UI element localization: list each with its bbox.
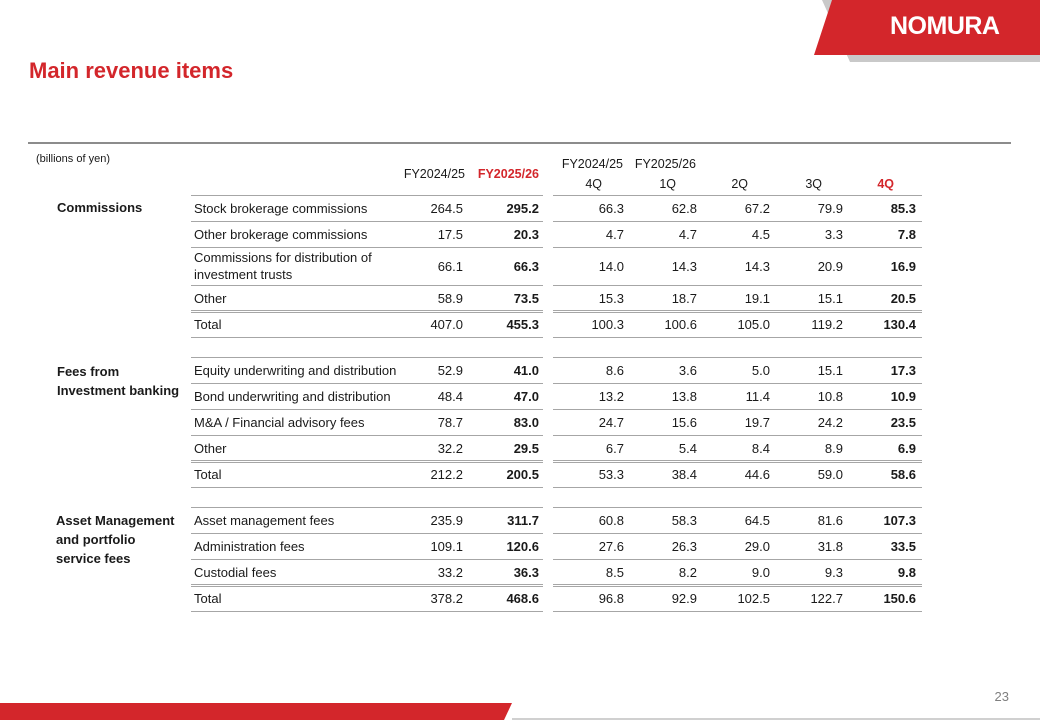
row-divider bbox=[553, 383, 922, 384]
table-cell: 4.7 bbox=[605, 226, 624, 242]
table-cell: 20.5 bbox=[890, 290, 916, 306]
row-divider bbox=[553, 221, 922, 222]
row-divider bbox=[191, 409, 543, 410]
table-cell: 102.5 bbox=[737, 590, 770, 606]
table-cell: 100.3 bbox=[591, 316, 624, 332]
table-cell: 16.9 bbox=[890, 258, 916, 274]
table-cell: 66.3 bbox=[513, 258, 539, 274]
table-cell: 78.7 bbox=[437, 414, 463, 430]
table-cell: 235.9 bbox=[430, 512, 463, 528]
table-cell: 5.4 bbox=[678, 440, 697, 456]
table-cell: 26.3 bbox=[671, 538, 697, 554]
table-cell: 8.9 bbox=[824, 440, 843, 456]
table-cell: 212.2 bbox=[430, 466, 463, 482]
table-cell: 105.0 bbox=[737, 316, 770, 332]
row-divider bbox=[191, 487, 543, 488]
total-row-label: Total bbox=[194, 316, 222, 332]
table-cell: 14.0 bbox=[598, 258, 624, 274]
table-cell: 67.2 bbox=[744, 200, 770, 216]
group-label-asset-management bbox=[56, 511, 174, 568]
table-cell: 8.5 bbox=[605, 564, 624, 580]
table-cell: 29.5 bbox=[513, 440, 539, 456]
table-cell: 36.3 bbox=[513, 564, 539, 580]
row-label: Custodial fees bbox=[194, 564, 277, 580]
row-divider bbox=[553, 584, 922, 587]
header-quarter: 1Q bbox=[659, 177, 676, 191]
table-cell: 3.6 bbox=[678, 362, 697, 378]
table-cell: 19.7 bbox=[744, 414, 770, 430]
table-cell: 150.6 bbox=[883, 590, 916, 606]
title-divider bbox=[28, 142, 1011, 144]
row-divider bbox=[553, 559, 922, 560]
row-divider bbox=[191, 460, 543, 463]
row-divider bbox=[553, 507, 922, 508]
table-cell: 31.8 bbox=[817, 538, 843, 554]
table-cell: 200.5 bbox=[506, 466, 539, 482]
table-cell: 73.5 bbox=[513, 290, 539, 306]
row-divider bbox=[553, 310, 922, 313]
table-cell: 9.3 bbox=[824, 564, 843, 580]
row-label: Other brokerage commissions bbox=[194, 226, 368, 242]
table-cell: 9.0 bbox=[751, 564, 770, 580]
table-cell: 58.6 bbox=[890, 466, 916, 482]
table-cell: 38.4 bbox=[671, 466, 697, 482]
table-cell: 17.5 bbox=[437, 226, 463, 242]
total-row-label: Total bbox=[194, 590, 222, 606]
table-cell: 27.6 bbox=[598, 538, 624, 554]
row-divider bbox=[553, 435, 922, 436]
table-cell: 13.2 bbox=[598, 388, 624, 404]
group-label-line: Commissions bbox=[57, 200, 143, 215]
table-cell: 8.4 bbox=[751, 440, 770, 456]
table-cell: 122.7 bbox=[810, 590, 843, 606]
table-cell: 52.9 bbox=[437, 362, 463, 378]
row-label: M&A / Financial advisory fees bbox=[194, 414, 365, 430]
table-cell: 85.3 bbox=[890, 200, 916, 216]
table-cell: 109.1 bbox=[430, 538, 463, 554]
table-cell: 120.6 bbox=[506, 538, 539, 554]
group-label-line: service fees bbox=[56, 551, 131, 566]
row-label: Bond underwriting and distribution bbox=[194, 388, 391, 404]
table-cell: 60.8 bbox=[598, 512, 624, 528]
row-divider bbox=[191, 195, 543, 196]
row-divider bbox=[191, 584, 543, 587]
row-divider bbox=[553, 247, 922, 248]
header-quarter: 4Q bbox=[877, 177, 894, 191]
table-cell: 20.3 bbox=[513, 226, 539, 242]
row-divider bbox=[191, 337, 543, 338]
table-cell: 10.8 bbox=[817, 388, 843, 404]
table-cell: 47.0 bbox=[513, 388, 539, 404]
row-divider bbox=[553, 409, 922, 410]
row-divider bbox=[553, 487, 922, 488]
table-cell: 29.0 bbox=[744, 538, 770, 554]
table-cell: 66.1 bbox=[437, 258, 463, 274]
row-divider bbox=[191, 533, 543, 534]
row-divider bbox=[191, 383, 543, 384]
table-cell: 79.9 bbox=[817, 200, 843, 216]
table-cell: 17.3 bbox=[890, 362, 916, 378]
row-divider bbox=[553, 337, 922, 338]
table-cell: 66.3 bbox=[598, 200, 624, 216]
page-number: 23 bbox=[994, 689, 1009, 704]
row-divider bbox=[191, 285, 543, 286]
total-row-label: Total bbox=[194, 466, 222, 482]
header-quarter: 2Q bbox=[731, 177, 748, 191]
table-cell: 119.2 bbox=[811, 316, 843, 332]
table-cell: 92.9 bbox=[671, 590, 697, 606]
table-cell: 5.0 bbox=[751, 362, 770, 378]
row-label: Commissions for distribution of investment trusts bbox=[194, 250, 372, 282]
table-cell: 7.8 bbox=[897, 226, 916, 242]
table-cell: 58.9 bbox=[437, 290, 463, 306]
table-cell: 41.0 bbox=[513, 362, 539, 378]
table-cell: 468.6 bbox=[506, 590, 539, 606]
table-cell: 264.5 bbox=[430, 200, 463, 216]
header-quarter: 3Q bbox=[805, 177, 822, 191]
header-quarter-year-fy2025: FY2025/26 bbox=[634, 157, 696, 171]
row-divider bbox=[191, 611, 543, 612]
table-cell: 6.9 bbox=[897, 440, 916, 456]
table-cell: 8.2 bbox=[678, 564, 697, 580]
table-cell: 32.2 bbox=[437, 440, 463, 456]
row-divider bbox=[191, 221, 543, 222]
table-cell: 407.0 bbox=[430, 316, 463, 332]
row-divider bbox=[191, 435, 543, 436]
row-label: Administration fees bbox=[194, 538, 305, 554]
table-cell: 33.5 bbox=[890, 538, 916, 554]
header-annual-fy2024: FY2024/25 bbox=[403, 167, 465, 181]
row-divider bbox=[191, 559, 543, 560]
table-cell: 8.6 bbox=[605, 362, 624, 378]
row-divider bbox=[191, 247, 543, 248]
row-divider bbox=[553, 195, 922, 196]
table-cell: 15.1 bbox=[817, 362, 843, 378]
group-label-investment-banking bbox=[57, 362, 179, 400]
table-cell: 11.4 bbox=[745, 388, 770, 404]
footer-red-band bbox=[0, 703, 512, 720]
row-divider bbox=[553, 357, 922, 358]
table-cell: 59.0 bbox=[817, 466, 843, 482]
nomura-logo: NOMURA bbox=[890, 12, 1000, 40]
units-note: (billions of yen) bbox=[36, 153, 110, 165]
table-cell: 10.9 bbox=[890, 388, 916, 404]
table-cell: 44.6 bbox=[744, 466, 770, 482]
table-cell: 295.2 bbox=[506, 200, 539, 216]
table-cell: 107.3 bbox=[883, 512, 916, 528]
table-cell: 4.5 bbox=[751, 226, 770, 242]
row-divider bbox=[553, 285, 922, 286]
row-label: Other bbox=[194, 290, 227, 306]
row-label: Equity underwriting and distribution bbox=[194, 362, 397, 378]
header-annual-fy2025: FY2025/26 bbox=[477, 167, 539, 181]
table-cell: 455.3 bbox=[506, 316, 539, 332]
table-cell: 33.2 bbox=[437, 564, 463, 580]
table-cell: 62.8 bbox=[671, 200, 697, 216]
table-cell: 15.3 bbox=[598, 290, 624, 306]
table-cell: 24.7 bbox=[598, 414, 624, 430]
table-cell: 14.3 bbox=[744, 258, 770, 274]
header-quarter-year-fy2024: FY2024/25 bbox=[561, 157, 623, 171]
table-cell: 83.0 bbox=[513, 414, 539, 430]
group-label-line: Fees from bbox=[57, 364, 120, 379]
table-cell: 19.1 bbox=[744, 290, 770, 306]
table-cell: 20.9 bbox=[817, 258, 843, 274]
table-cell: 96.8 bbox=[598, 590, 624, 606]
row-divider bbox=[191, 357, 543, 358]
table-cell: 311.7 bbox=[507, 512, 539, 528]
table-cell: 15.6 bbox=[671, 414, 697, 430]
row-label: Asset management fees bbox=[194, 512, 335, 528]
row-label: Stock brokerage commissions bbox=[194, 200, 368, 216]
header-quarter: 4Q bbox=[585, 177, 602, 191]
table-cell: 6.7 bbox=[605, 440, 624, 456]
group-label-line: Investment banking bbox=[57, 383, 180, 398]
table-cell: 48.4 bbox=[437, 388, 463, 404]
row-divider bbox=[553, 533, 922, 534]
table-cell: 130.4 bbox=[883, 316, 916, 332]
table-cell: 13.8 bbox=[671, 388, 697, 404]
table-cell: 15.1 bbox=[817, 290, 843, 306]
table-cell: 53.3 bbox=[598, 466, 624, 482]
group-label-line: Asset Management bbox=[56, 513, 175, 528]
table-cell: 24.2 bbox=[817, 414, 843, 430]
row-divider bbox=[553, 460, 922, 463]
table-cell: 81.6 bbox=[817, 512, 843, 528]
table-cell: 58.3 bbox=[671, 512, 697, 528]
row-label: Other bbox=[194, 440, 227, 456]
row-divider bbox=[191, 310, 543, 313]
row-divider bbox=[191, 507, 543, 508]
group-label-line: and portfolio bbox=[56, 532, 136, 547]
table-cell: 4.7 bbox=[678, 226, 697, 242]
table-cell: 378.2 bbox=[430, 590, 463, 606]
row-divider bbox=[553, 611, 922, 612]
table-cell: 64.5 bbox=[744, 512, 770, 528]
table-cell: 23.5 bbox=[890, 414, 916, 430]
table-cell: 3.3 bbox=[824, 226, 843, 242]
group-label-commissions bbox=[57, 198, 142, 217]
table-cell: 18.7 bbox=[671, 290, 697, 306]
table-cell: 100.6 bbox=[664, 316, 697, 332]
table-cell: 14.3 bbox=[671, 258, 697, 274]
page-title: Main revenue items bbox=[29, 58, 234, 83]
table-cell: 9.8 bbox=[897, 564, 916, 580]
